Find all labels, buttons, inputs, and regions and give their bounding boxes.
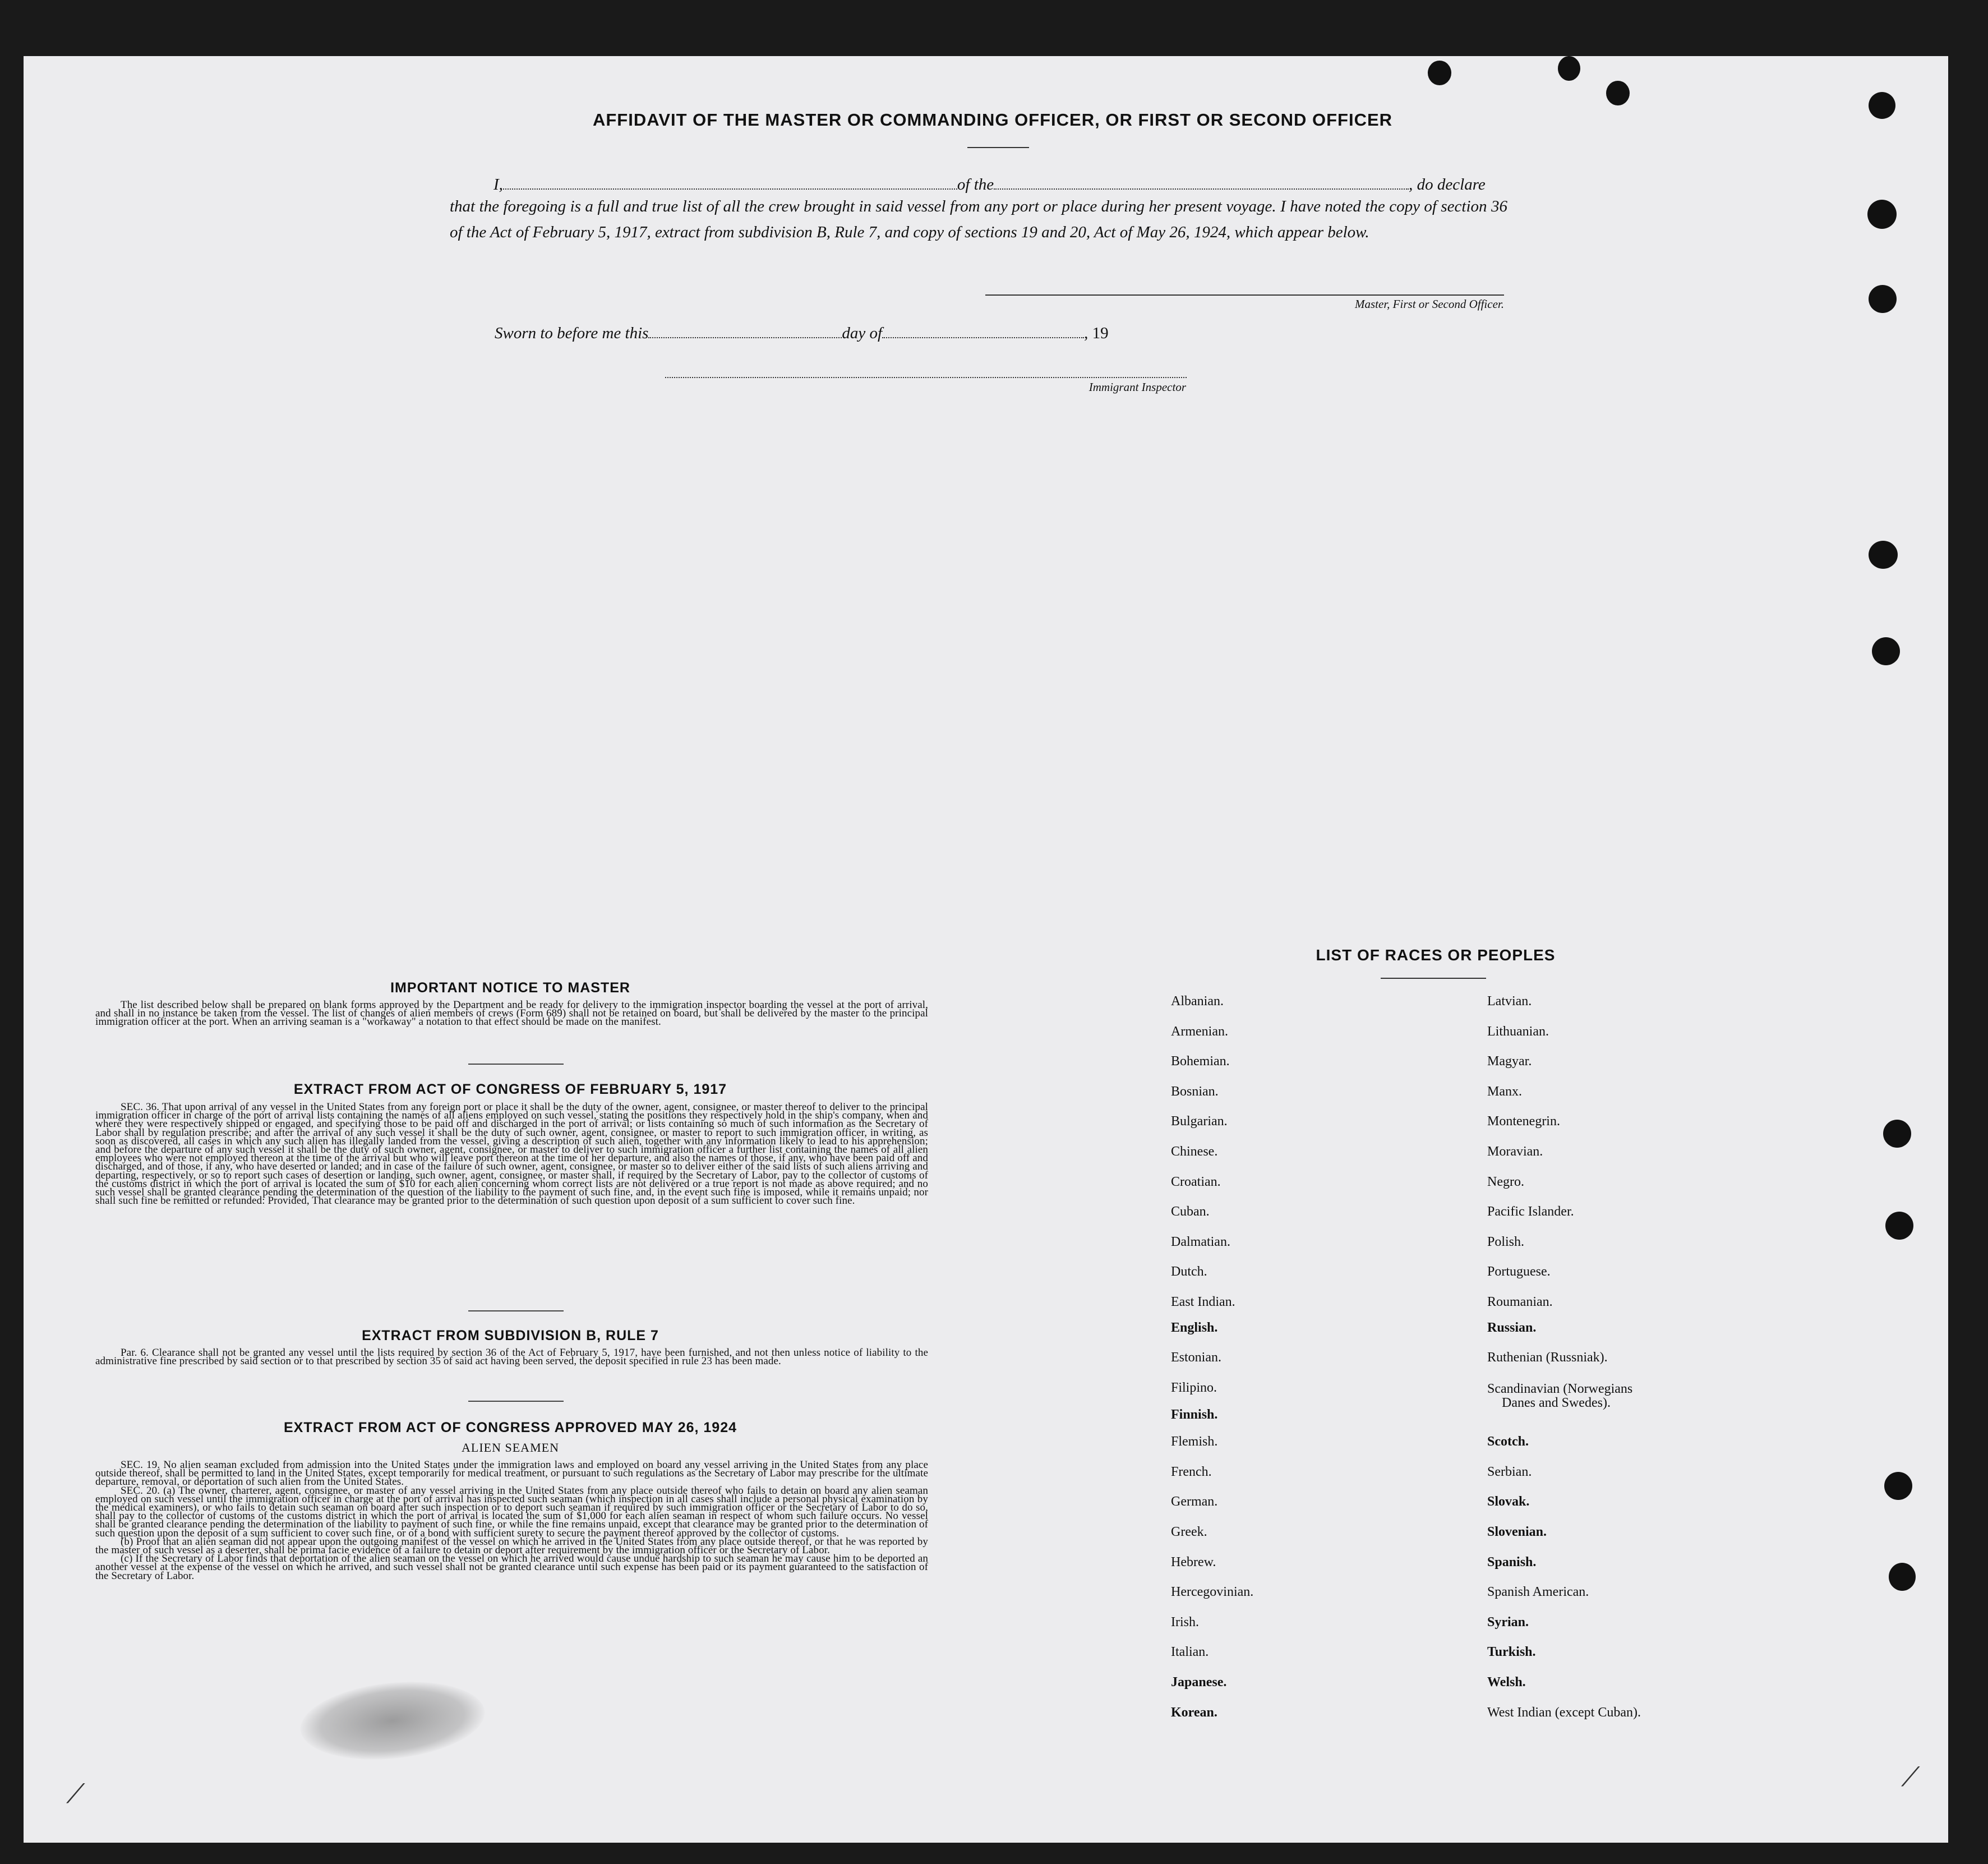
sworn-month-field[interactable] bbox=[882, 337, 1084, 338]
divider bbox=[468, 1310, 564, 1311]
rule7-title: EXTRACT FROM SUBDIVISION B, RULE 7 bbox=[362, 1328, 659, 1343]
race-item: Italian. bbox=[1171, 1645, 1209, 1660]
race-item: French. bbox=[1171, 1464, 1212, 1479]
punch-hole bbox=[1867, 200, 1897, 229]
race-item: Lithuanian. bbox=[1487, 1024, 1549, 1039]
master-signature-label: Master, First or Second Officer. bbox=[1355, 297, 1504, 311]
race-item: Slovak. bbox=[1487, 1494, 1530, 1509]
declarant-prefix: I, bbox=[493, 176, 503, 194]
race-item: Scotch. bbox=[1487, 1434, 1529, 1449]
race-item: Albanian. bbox=[1171, 994, 1224, 1009]
races-right-column bbox=[1487, 994, 1756, 1734]
race-item: Greek. bbox=[1171, 1525, 1207, 1540]
race-item: Croatian. bbox=[1171, 1174, 1221, 1189]
race-item: Hercegovinian. bbox=[1171, 1585, 1254, 1600]
race-item: Dutch. bbox=[1171, 1264, 1207, 1280]
race-item: Ruthenian (Russniak). bbox=[1487, 1350, 1608, 1365]
act1924-text bbox=[95, 1461, 928, 1580]
race-item: Filipino. bbox=[1171, 1380, 1217, 1395]
section-36-paragraph: SEC. 36. That upon arrival of any vessel in the United States from any foreign port or place it shall be the duty of the owner, agent, consignee, or master thereof to deliver to the principal immigration officer in charge of the port of arrival lists containing the names of all aliens employed on such vessel, stating the positions they respectively hold in the ship's company, when and where they were respectively shipped or engaged, and specifying those to be paid off and discharged in the port of arrival; or lists containing so much of such information as the Secretary of Labor shall by regulation prescribe; and after the arrival of any such vessel it shall be the duty of such owner, agent, consignee, or master to report to such immigration officer, in writing, as soon as discovered, all cases in which any such alien has illegally landed from the vessel, giving a description of such alien, together with any information likely to lead to his apprehension; and before the departure of any such vessel it shall be the duty of such owner, agent, consignee, or master to deliver to such immigration officer a further list containing the names of all alien employees who were not employed thereon at the time of the arrival but who will leave port thereon at the time of her departure, and also the names of those, if any, who have been paid off and discharged, and of those, if any, who have deserted or landed; and in case of the failure of such owner, agent, consignee, or master so to deliver either of the said lists of such aliens arriving and departing, respectively, or so to report such cases of desertion or landing, such owner, agent, consignee, or master shall, if required by the Secretary of Labor, pay to the collector of customs of the customs district in which the port of arrival is located the sum of $10 for each alien concerning whom correct lists are not delivered or a true report is not made as above required; and no such vessel shall be granted clearance pending the determination of the question of the liability to the payment of such fine, and, in the event such fine is imposed, while it remains unpaid; nor shall such fine be remitted or refunded: Provided, That clearance may be granted prior to the determination of such question upon deposit of a sum sufficient to cover such fine. bbox=[95, 1101, 928, 1207]
punch-hole bbox=[1889, 1563, 1916, 1591]
races-left-column bbox=[1171, 994, 1451, 1734]
race-item: Flemish. bbox=[1171, 1434, 1218, 1449]
act1924-title: EXTRACT FROM ACT OF CONGRESS APPROVED MAY 26, 1924 bbox=[283, 1420, 737, 1435]
race-item: Syrian. bbox=[1487, 1614, 1529, 1630]
race-item: Latvian. bbox=[1487, 994, 1532, 1009]
sworn-day-field[interactable] bbox=[648, 337, 842, 338]
punch-hole bbox=[1872, 637, 1900, 665]
race-item: Pacific Islander. bbox=[1487, 1204, 1574, 1219]
race-item: Bohemian. bbox=[1171, 1054, 1230, 1069]
punch-hole bbox=[1869, 285, 1897, 313]
race-item: West Indian (except Cuban). bbox=[1487, 1705, 1641, 1720]
race-item: Scandinavian (Norwegians bbox=[1487, 1382, 1633, 1397]
year-prefix: , 19 bbox=[1084, 324, 1109, 342]
section-20c-paragraph: (c) If the Secretary of Labor finds that deportation of the alien seaman on the vessel on which he arrived would cause undue hardship to such seaman he may cause him to be deported an another vessel at the expense of the vessel on which he arrived, and such vessel shall not be granted clearance until such expense has been paid or its payment guaranteed to the satisfaction of the Secretary of Labor. bbox=[95, 1553, 928, 1582]
race-item: Montenegrin. bbox=[1487, 1114, 1560, 1129]
race-item: Portuguese. bbox=[1487, 1264, 1551, 1280]
inspector-signature-line[interactable] bbox=[665, 377, 1187, 378]
race-item: Serbian. bbox=[1487, 1464, 1532, 1479]
race-item: Finnish. bbox=[1171, 1407, 1218, 1422]
race-item: Spanish American. bbox=[1487, 1585, 1589, 1600]
notice-title: IMPORTANT NOTICE TO MASTER bbox=[390, 980, 630, 996]
punch-hole bbox=[1883, 1120, 1911, 1148]
punch-hole bbox=[1558, 56, 1580, 81]
rule7-text bbox=[95, 1347, 928, 1368]
race-item: Spanish. bbox=[1487, 1554, 1537, 1570]
section-20b-paragraph: (b) Proof that an alien seaman did not appear upon the outgoing manifest of the vessel on which he arrived in the United States from any place outside thereof, or that he was reported by the master of such vessel as a deserter, shall be prima facie evidence of a failure to detain or deport after requirement by the immigration officer or the Secretary of Labor. bbox=[95, 1535, 928, 1557]
race-item: Negro. bbox=[1487, 1174, 1524, 1189]
race-item: Welsh. bbox=[1487, 1675, 1526, 1690]
race-item: Slovenian. bbox=[1487, 1525, 1547, 1540]
race-item: Turkish. bbox=[1487, 1645, 1536, 1660]
race-item: Danes and Swedes). bbox=[1502, 1395, 1611, 1410]
punch-hole bbox=[1869, 541, 1898, 569]
race-item: Armenian. bbox=[1171, 1024, 1228, 1039]
declaration-line bbox=[493, 176, 1507, 194]
race-item: Dalmatian. bbox=[1171, 1234, 1230, 1249]
race-item: Estonian. bbox=[1171, 1350, 1221, 1365]
race-item: Moravian. bbox=[1487, 1144, 1543, 1159]
affidavit-statement: that the foregoing is a full and true list of all the crew brought in said vessel from any port or place during her present voyage. I have noted the copy of section 36 of the Act of February 5, 1917, extract from subdivision B, Rule 7, and copy of sections 19 and 20, Act of May 26, 1924, which appear below. bbox=[450, 197, 1507, 241]
race-item: Irish. bbox=[1171, 1614, 1199, 1630]
race-item: Magyar. bbox=[1487, 1054, 1532, 1069]
divider bbox=[468, 1064, 564, 1065]
race-item: English. bbox=[1171, 1320, 1218, 1335]
punch-hole bbox=[1885, 1212, 1913, 1240]
race-item: Roumanian. bbox=[1487, 1295, 1553, 1309]
divider bbox=[468, 1401, 564, 1402]
corner-mark: ⟋ bbox=[66, 1778, 85, 1810]
declarant-name-field[interactable] bbox=[503, 188, 957, 190]
of-the-label: of the bbox=[957, 176, 994, 194]
act1917-title: EXTRACT FROM ACT OF CONGRESS OF FEBRUARY 5, 1917 bbox=[293, 1081, 727, 1097]
race-item: Korean. bbox=[1171, 1705, 1217, 1720]
notice-text bbox=[95, 1001, 928, 1027]
punch-hole bbox=[1606, 81, 1630, 105]
sworn-line bbox=[495, 324, 1109, 343]
divider bbox=[967, 147, 1029, 148]
paragraph-6: Par. 6. Clearance shall not be granted any vessel until the lists required by section 36 of the Act of February 5, 1917, have been furnished, and not then unless notice of liability to the administrative fine prescribed by said section or to that prescribed by section 35 of said act having been served, the deposit specified in rule 23 has been made. bbox=[95, 1347, 928, 1368]
punch-hole bbox=[1869, 92, 1895, 119]
sworn-label: Sworn to before me this bbox=[495, 324, 649, 342]
notice-paragraph: The list described below shall be prepared on blank forms approved by the Department and be ready for delivery to the immigration inspector boarding the vessel at the port of arrival, and shall in no instance be taken from the vessel. The list of changes of alien members of crews (Form 689) shall not be retained on board, but shall be delivered by the master to the principal immigration officer at the port. When an arriving seaman is a "workaway" a notation to that effect should be made on the manifest. bbox=[95, 999, 928, 1028]
race-item: Bulgarian. bbox=[1171, 1114, 1228, 1129]
race-item: Manx. bbox=[1487, 1084, 1522, 1099]
section-19-paragraph: SEC. 19. No alien seaman excluded from admission into the United States under the immigration laws and employed on board any vessel arriving in the United States from any place outside thereof, shall be permitted to land in the United States, except temporarily for medical treatment, or pursuant to such regulations as the Secretary of Labor may prescribe for the ultimate departure, removal, or deportation of such alien from the United States. bbox=[95, 1459, 928, 1488]
race-item: East Indian. bbox=[1171, 1295, 1235, 1309]
act1924-subtitle: ALIEN SEAMEN bbox=[462, 1440, 559, 1455]
day-of-label: day of bbox=[842, 324, 883, 342]
race-item: Cuban. bbox=[1171, 1204, 1210, 1219]
corner-mark: ⟋ bbox=[1901, 1761, 1920, 1793]
divider bbox=[1381, 978, 1486, 979]
affidavit-title: AFFIDAVIT OF THE MASTER OR COMMANDING OFFICER, OR FIRST OR SECOND OFFICER bbox=[592, 110, 1393, 130]
punch-hole bbox=[1884, 1472, 1912, 1500]
declare-label: , do declare bbox=[1409, 176, 1486, 194]
race-item: Polish. bbox=[1487, 1234, 1525, 1249]
race-item: German. bbox=[1171, 1494, 1218, 1509]
races-title: LIST OF RACES OR PEOPLES bbox=[1316, 946, 1556, 964]
punch-hole bbox=[1428, 61, 1451, 85]
race-item: Bosnian. bbox=[1171, 1084, 1219, 1099]
master-signature-line[interactable] bbox=[985, 294, 1504, 296]
inspector-signature-label: Immigrant Inspector bbox=[1088, 380, 1186, 394]
race-item: Chinese. bbox=[1171, 1144, 1218, 1159]
section-20a-paragraph: SEC. 20. (a) The owner, charterer, agent, consignee, or master of any vessel arriving in the United States from any place outside thereof who fails to detain on board any alien seaman employed on such vessel until the immigration officer in charge at the port of arrival has inspected such seaman (which inspection in all cases shall include a personal physical examination by the medical examiners), or who fails to detain such seaman on board after such inspection or to deport such seaman if required by such immigration officer or the Secretary of Labor to do so, shall pay to the collector of customs of the customs district in which the port of arrival is located the sum of $1,000 for each alien seaman in respect of whom such failure occurs. No vessel shall be granted clearance pending the determination of the liability to payment of such fine, or while the fine remains unpaid, except that clearance may be granted prior to the determination of such question upon the deposit of a sum sufficient to cover such fine, or of a bond with sufficient surety to secure the payment thereof approved by the collector of customs. bbox=[95, 1484, 928, 1539]
act1917-text bbox=[95, 1103, 928, 1205]
race-item: Russian. bbox=[1487, 1320, 1537, 1335]
race-item: Hebrew. bbox=[1171, 1554, 1216, 1570]
race-item: Japanese. bbox=[1171, 1675, 1227, 1690]
vessel-name-field[interactable] bbox=[994, 188, 1409, 190]
